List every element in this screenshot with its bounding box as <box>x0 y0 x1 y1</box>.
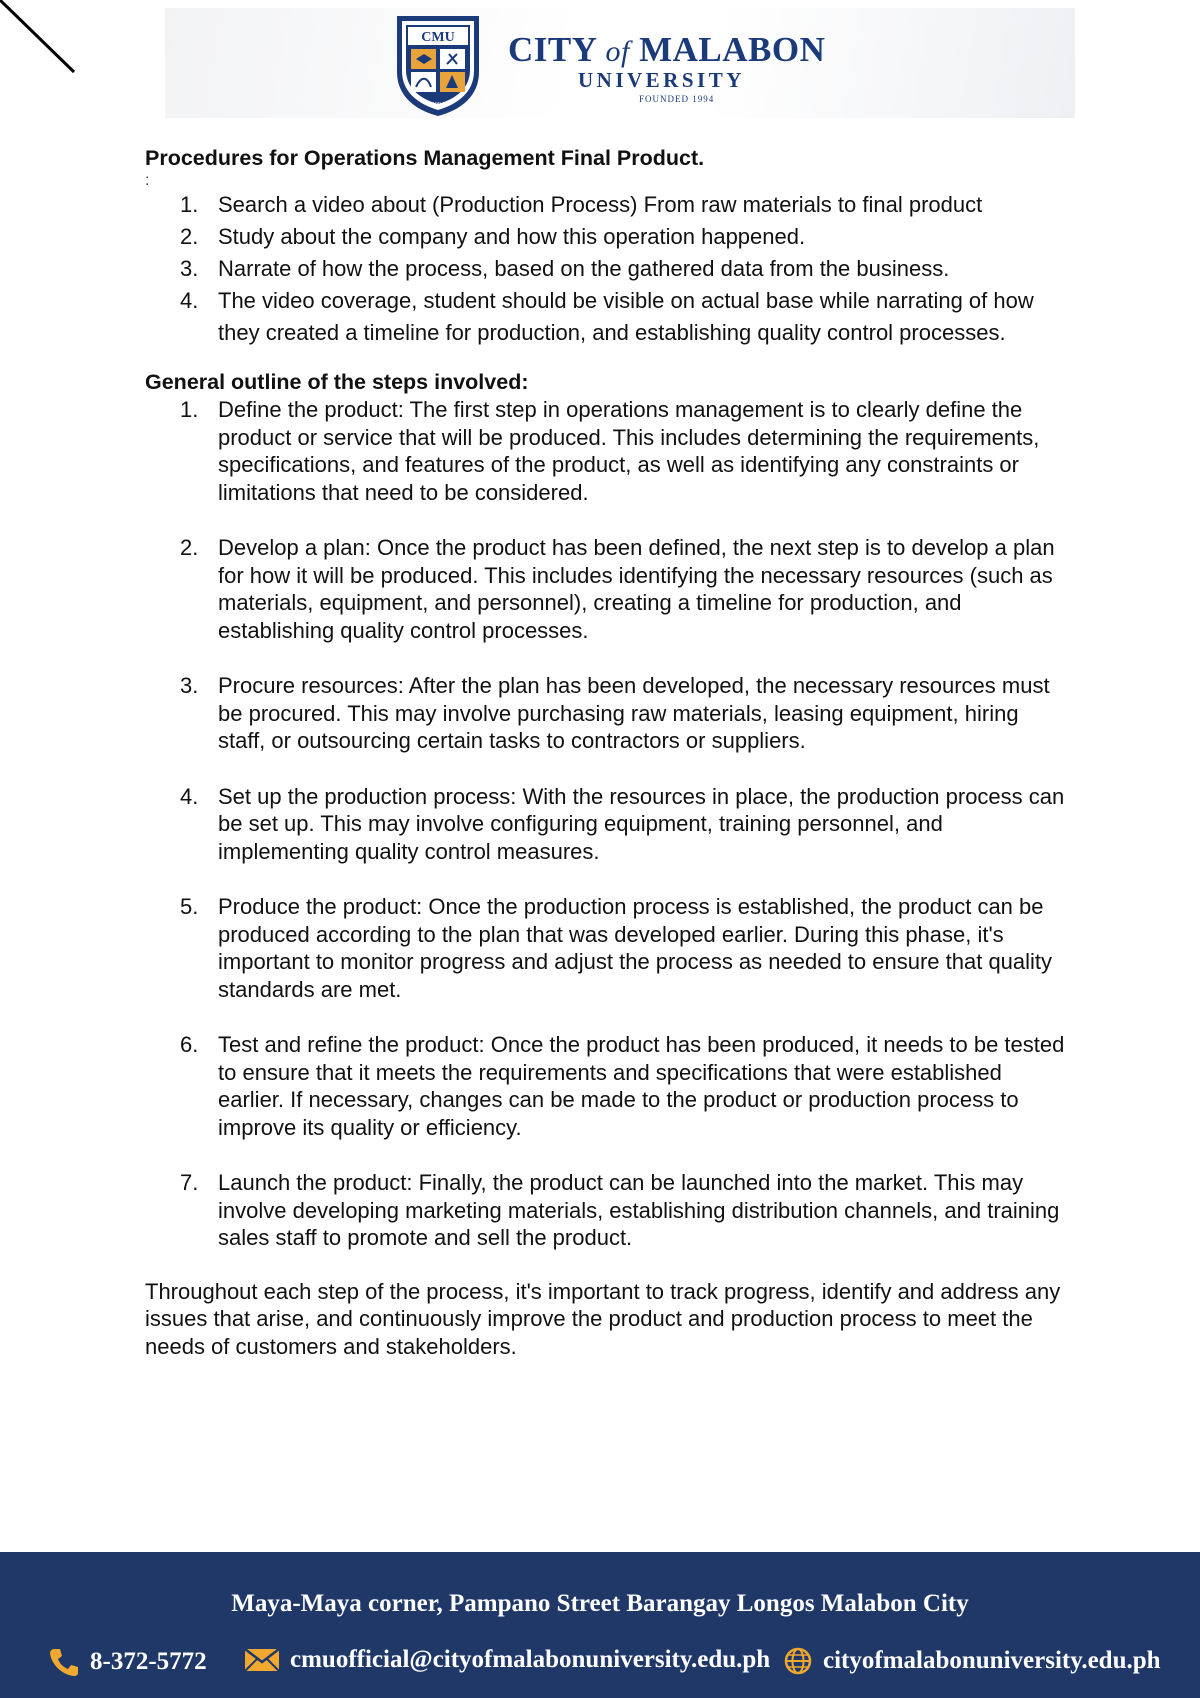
closing-paragraph: Throughout each step of the process, it's important to track progress, identify and address any issues that arise, and continuously improve the product and production process to meet the needs of customers and stakeholders. <box>145 1278 1061 1359</box>
list-item <box>145 285 1065 349</box>
list-text: Study about the company and how this operation happened. <box>218 223 806 249</box>
list-item <box>145 534 1065 644</box>
university-seal-logo <box>391 12 485 118</box>
list-text: Test and refine the product: Once the product has been produced, it needs to be tested to ensure that it meets the requirements and specifications that were established earlier. If necessary, changes can be made to the product or production process to improve its quality or efficiency. <box>218 1032 1065 1140</box>
document-body <box>145 145 1065 1360</box>
list-item <box>145 893 1065 1003</box>
list-item <box>145 253 1065 285</box>
name-part2: MALABON <box>639 30 826 69</box>
list-number: 1. <box>180 191 199 217</box>
list-text: The video coverage, student should be visible on actual base while narrating of how they created a timeline for production, and establishing quality control processes. <box>218 287 1034 345</box>
list-item <box>145 189 1065 221</box>
name-part1: CITY <box>508 30 597 69</box>
seal-year: 1994 <box>432 102 444 108</box>
procedures-colon: : <box>145 171 150 189</box>
list-number: 3. <box>180 673 199 698</box>
envelope-icon <box>244 1646 280 1674</box>
name-of: of <box>605 35 630 68</box>
list-number: 2. <box>180 223 199 249</box>
steps-list <box>145 396 1065 1252</box>
phone-contact[interactable] <box>48 1646 207 1678</box>
list-text: Produce the product: Once the production process is established, the product can be produced according to the plan that was developed earlier. During this phase, it's important to monitor progress and adjust the process as needed to ensure that quality standards are met. <box>218 894 1053 1002</box>
list-number: 1. <box>180 397 199 422</box>
phone-number: 8-372-5772 <box>90 1648 207 1675</box>
list-text: Develop a plan: Once the product has been defined, the next step is to develop a plan for how it will be produced. This includes identifying the necessary resources (such as materials, equipment, and personnel), creating a timeline for production, and establishing quality control processes. <box>218 535 1055 643</box>
globe-icon <box>783 1646 813 1676</box>
list-item <box>145 221 1065 253</box>
list-item <box>145 672 1065 755</box>
list-item <box>145 1169 1065 1252</box>
list-text: Procure resources: After the plan has been developed, the necessary resources must be procured. This may involve purchasing raw materials, leasing equipment, hiring staff, or outsourcing certain tasks to contractors or suppliers. <box>218 673 1050 753</box>
website-url: cityofmalabonuniversity.edu.ph <box>823 1647 1161 1674</box>
founded-text: FOUNDED 1994 <box>639 94 715 104</box>
procedures-heading: Procedures for Operations Management Final Product. <box>145 146 705 170</box>
list-item <box>145 783 1065 866</box>
list-number: 6. <box>180 1032 199 1057</box>
university-subtitle: UNIVERSITY <box>578 68 745 92</box>
list-number: 4. <box>180 287 199 313</box>
list-number: 4. <box>180 783 199 809</box>
email-contact[interactable] <box>244 1646 770 1674</box>
email-address: cmuofficial@cityofmalabonuniversity.edu.ph <box>290 1646 771 1673</box>
list-text: Launch the product: Finally, the product can be launched into the market. This may involve developing marketing materials, establishing distribution channels, and training sales staff to promote and sell the product. <box>218 1170 1060 1250</box>
seal-text: CMU <box>421 30 455 45</box>
list-text: Narrate of how the process, based on the gathered data from the business. <box>218 255 950 281</box>
outline-heading: General outline of the steps involved: <box>145 369 529 394</box>
list-number: 3. <box>180 255 199 281</box>
phone-icon <box>48 1646 80 1678</box>
footer-address: Maya-Maya corner, Pampano Street Barangay Longos Malabon City <box>231 1590 969 1617</box>
procedures-list <box>145 189 1065 349</box>
list-number: 2. <box>180 535 199 560</box>
list-text: Define the product: The first step in operations management is to clearly define the product or service that will be produced. This includes determining the requirements, specifications, and features of the product, as well as identifying any constraints or limitations that need to be considered. <box>218 397 1040 505</box>
list-number: 7. <box>180 1170 199 1195</box>
website-contact[interactable] <box>783 1646 1161 1676</box>
list-item <box>145 1031 1065 1141</box>
university-name <box>508 30 825 70</box>
footer-bar <box>0 1552 1200 1698</box>
list-number: 5. <box>180 894 199 919</box>
list-text: Search a video about (Production Process) From raw materials to final product <box>218 191 983 217</box>
corner-slash-mark <box>0 0 80 80</box>
list-text: Set up the production process: With the resources in place, the production process can be set up. This may involve configuring equipment, training personnel, and implementing quality control measures. <box>218 783 1065 864</box>
list-item <box>145 396 1065 506</box>
